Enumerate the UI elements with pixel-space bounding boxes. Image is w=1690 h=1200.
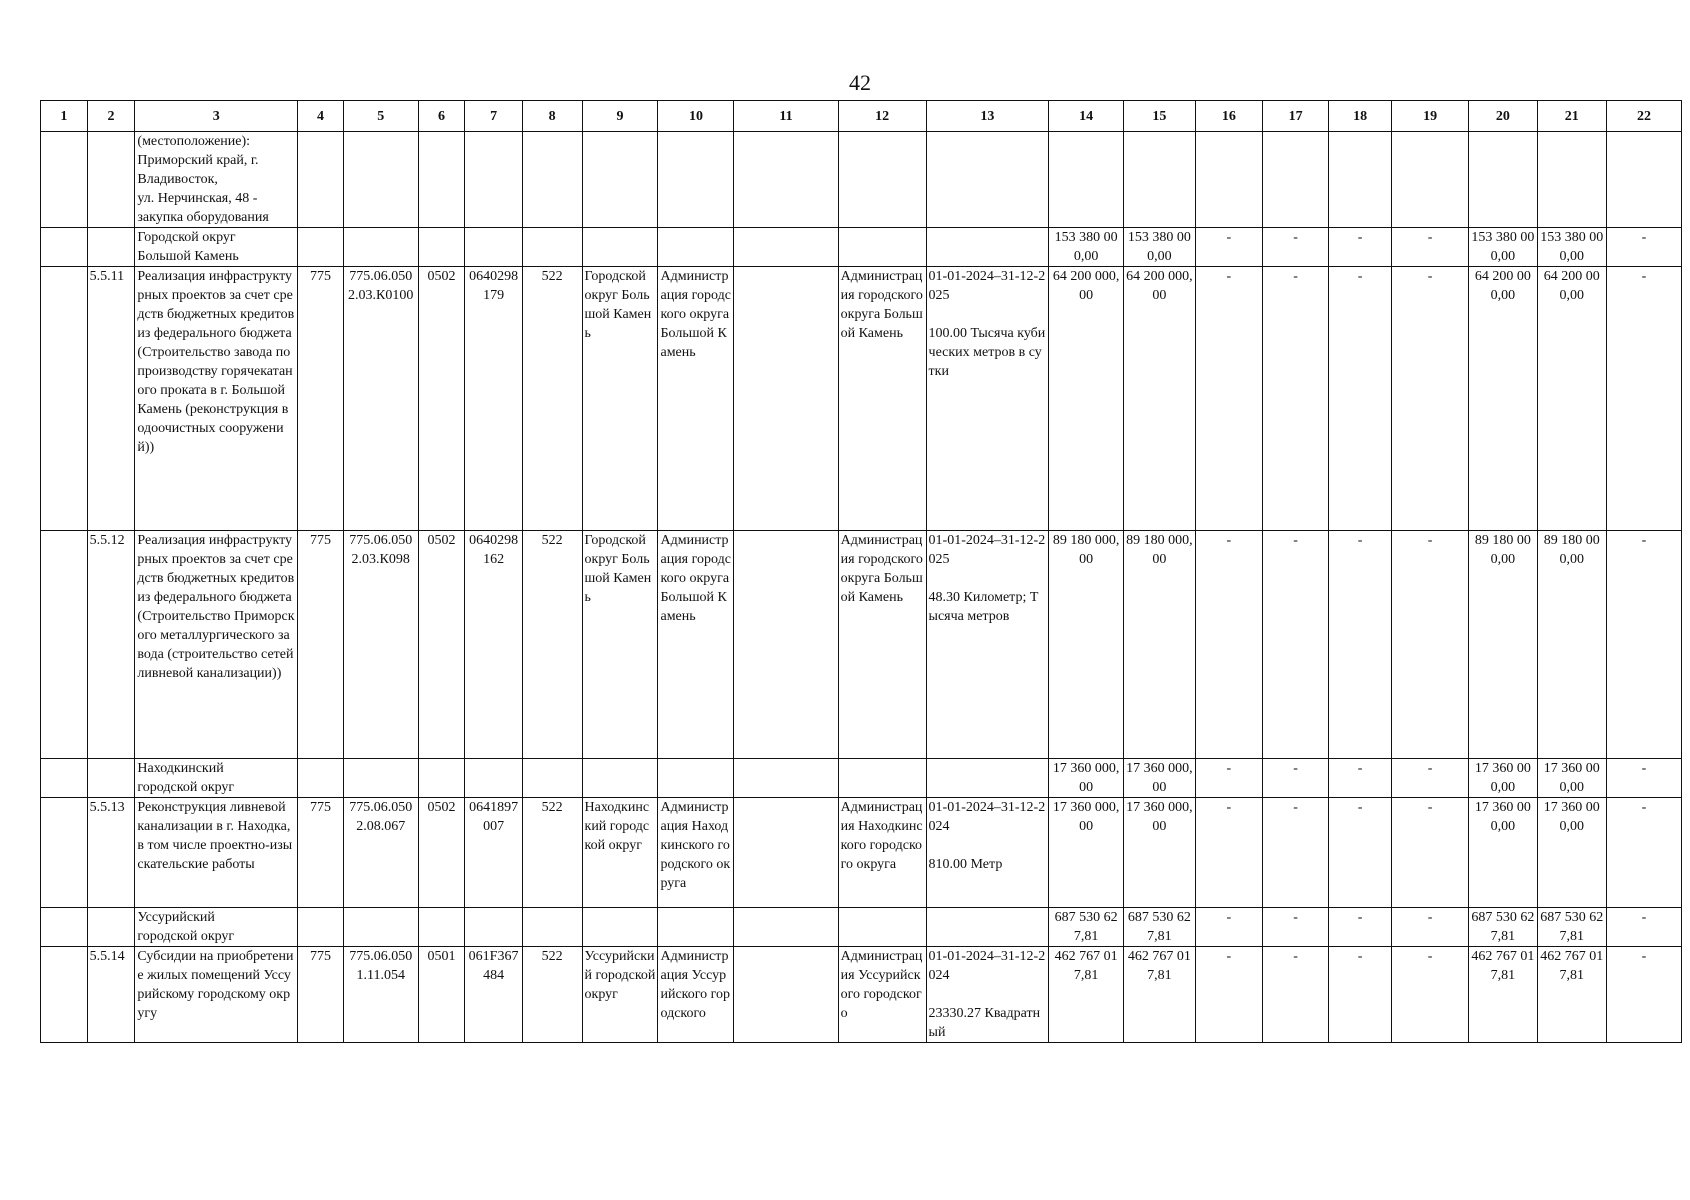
recipient-cell: Администрация городского округа Большой Камень [658,531,734,759]
municipality-cell: Уссурийский городской округ [582,947,658,1043]
section-code-cell: 0502 [418,531,465,759]
section-code-cell [418,132,465,228]
amount-cell: - [1392,267,1469,531]
amount-cell [1537,132,1606,228]
item-code-cell [87,228,135,267]
amount-cell: 462 767 017,81 [1049,947,1124,1043]
amount-cell [1262,132,1328,228]
item-code-cell: 5.5.12 [87,531,135,759]
municipality-cell [582,132,658,228]
table-row-subtotal [41,759,1682,798]
table-row-item [41,531,1682,759]
amount-cell [1606,132,1681,228]
item-code-cell: 5.5.11 [87,267,135,531]
amount-cell: 64 200 000,00 [1537,267,1606,531]
amount-cell: - [1195,759,1262,798]
expense-type-cell [522,908,582,947]
empty-cell [734,798,838,908]
amount-cell: - [1392,531,1469,759]
empty-cell [734,947,838,1043]
amount-cell: - [1606,908,1681,947]
program-code-cell: 775.06.0502.03.К0100 [343,267,418,531]
description-cell: Субсидии на приобретение жилых помещений Уссурийскому городскому округу [135,947,298,1043]
empty-cell [734,531,838,759]
amount-cell [1195,132,1262,228]
amount-cell: 64 200 000,00 [1469,267,1537,531]
program-code-cell [343,132,418,228]
empty-cell [734,759,838,798]
period-result-cell: 01-01-2024–31-12-2025 48.30 Километр; Тысяча метров [926,531,1049,759]
period-result-cell [926,228,1049,267]
amount-cell: 17 360 000,00 [1124,798,1196,908]
recipient-cell [658,228,734,267]
column-header-16: 16 [1195,101,1262,132]
amount-cell: - [1392,908,1469,947]
ministry-code-cell: 775 [298,798,344,908]
executor-cell [838,759,926,798]
column-header-15: 15 [1124,101,1196,132]
period-result-cell [926,132,1049,228]
column-header-10: 10 [658,101,734,132]
expense-type-cell [522,759,582,798]
program-code-cell [343,908,418,947]
amount-cell: - [1262,267,1328,531]
column-header-18: 18 [1329,101,1392,132]
amount-cell: 64 200 000,00 [1124,267,1196,531]
amount-cell [1469,132,1537,228]
amount-cell: 17 360 000,00 [1049,798,1124,908]
table-row-subtotal [41,908,1682,947]
amount-cell: - [1262,531,1328,759]
executor-cell [838,908,926,947]
expense-type-cell: 522 [522,267,582,531]
column-header-22: 22 [1606,101,1681,132]
amount-cell: 89 180 000,00 [1124,531,1196,759]
amount-cell: - [1392,947,1469,1043]
empty-cell [734,908,838,947]
section-code-cell: 0501 [418,947,465,1043]
description-cell: Реконструкция ливневой канализации в г. Находка, в том числе проектно-изыскательские работы [135,798,298,908]
period-result-cell: 01-01-2024–31-12-2025 100.00 Тысяча кубических метров в сутки [926,267,1049,531]
table-row-item [41,267,1682,531]
amount-cell: - [1392,228,1469,267]
amount-cell: 17 360 000,00 [1469,759,1537,798]
table-row-item [41,798,1682,908]
amount-cell: - [1606,798,1681,908]
amount-cell: 64 200 000,00 [1049,267,1124,531]
amount-cell: 153 380 000,00 [1124,228,1196,267]
description-cell: Реализация инфраструктурных проектов за счет средств бюджетных кредитов из федерального бюджета (Строительство Приморского металлургического завода (строительство сетей ливневой канализации)) [135,531,298,759]
executor-cell: Администрация Находкинского городского округа [838,798,926,908]
amount-cell [1049,132,1124,228]
empty-cell [734,267,838,531]
amount-cell: - [1329,908,1392,947]
description-cell: Реализация инфраструктурных проектов за счет средств бюджетных кредитов из федерального бюджета (Строительство завода по производству горячекатаного проката в г. Большой Камень (реконструкция водоочистных сооружений)) [135,267,298,531]
row-number-cell [41,228,88,267]
period-result-cell: 01-01-2024–31-12-2024 23330.27 Квадратный [926,947,1049,1043]
column-header-12: 12 [838,101,926,132]
row-number-cell [41,132,88,228]
amount-cell: 687 530 627,81 [1049,908,1124,947]
recipient-cell: Администрация Уссурийского городского [658,947,734,1043]
program-code-cell [343,759,418,798]
amount-cell: 687 530 627,81 [1124,908,1196,947]
section-code-cell: 0502 [418,267,465,531]
description-cell: (местоположение): Приморский край, г. Владивосток, ул. Нерчинская, 48 - закупка оборудования [135,132,298,228]
row-number-cell [41,267,88,531]
municipality-cell [582,908,658,947]
item-code-cell: 5.5.14 [87,947,135,1043]
amount-cell: - [1195,798,1262,908]
recipient-cell [658,132,734,228]
description-cell: Городской округ Большой Камень [135,228,298,267]
expense-type-cell: 522 [522,798,582,908]
ministry-code-cell: 775 [298,267,344,531]
amount-cell: - [1329,531,1392,759]
column-number-row [41,101,1682,132]
amount-cell: - [1606,947,1681,1043]
amount-cell: 153 380 000,00 [1049,228,1124,267]
executor-cell: Администрация городского округа Большой Камень [838,267,926,531]
amount-cell [1392,132,1469,228]
period-result-cell [926,759,1049,798]
table-body [41,132,1682,1043]
amount-cell: - [1329,228,1392,267]
amount-cell [1329,132,1392,228]
column-header-21: 21 [1537,101,1606,132]
target-article-cell [465,759,523,798]
target-article-cell: 061F367484 [465,947,523,1043]
amount-cell: - [1392,798,1469,908]
amount-cell: - [1195,228,1262,267]
target-article-cell [465,228,523,267]
column-header-17: 17 [1262,101,1328,132]
column-header-4: 4 [298,101,344,132]
amount-cell: - [1329,267,1392,531]
description-cell: Находкинский городской округ [135,759,298,798]
program-code-cell: 775.06.0501.11.054 [343,947,418,1043]
amount-cell: - [1606,759,1681,798]
amount-cell: - [1195,267,1262,531]
item-code-cell [87,132,135,228]
column-header-11: 11 [734,101,838,132]
ministry-code-cell [298,132,344,228]
amount-cell: - [1606,531,1681,759]
amount-cell: - [1329,759,1392,798]
column-header-6: 6 [418,101,465,132]
amount-cell: 17 360 000,00 [1537,759,1606,798]
amount-cell: 687 530 627,81 [1469,908,1537,947]
executor-cell: Администрация Уссурийского городского [838,947,926,1043]
table-row-item [41,947,1682,1043]
amount-cell: 687 530 627,81 [1537,908,1606,947]
amount-cell: 153 380 000,00 [1469,228,1537,267]
period-result-cell: 01-01-2024–31-12-2024 810.00 Метр [926,798,1049,908]
row-number-cell [41,531,88,759]
expense-type-cell [522,228,582,267]
executor-cell [838,228,926,267]
recipient-cell: Администрация городского округа Большой Камень [658,267,734,531]
budget-table [40,100,1682,1043]
amount-cell: - [1262,798,1328,908]
section-code-cell: 0502 [418,798,465,908]
municipality-cell [582,759,658,798]
executor-cell [838,132,926,228]
section-code-cell [418,228,465,267]
ministry-code-cell [298,759,344,798]
municipality-cell [582,228,658,267]
amount-cell: 462 767 017,81 [1124,947,1196,1043]
amount-cell: 89 180 000,00 [1537,531,1606,759]
column-header-14: 14 [1049,101,1124,132]
municipality-cell: Городской округ Большой Камень [582,531,658,759]
column-header-20: 20 [1469,101,1537,132]
municipality-cell: Городской округ Большой Камень [582,267,658,531]
amount-cell: 89 180 000,00 [1469,531,1537,759]
amount-cell: 17 360 000,00 [1537,798,1606,908]
column-header-19: 19 [1392,101,1469,132]
column-header-8: 8 [522,101,582,132]
column-header-2: 2 [87,101,135,132]
item-code-cell [87,759,135,798]
table-row-subtotal [41,228,1682,267]
program-code-cell: 775.06.0502.08.067 [343,798,418,908]
expense-type-cell: 522 [522,531,582,759]
recipient-cell: Администрация Находкинского городского округа [658,798,734,908]
section-code-cell [418,908,465,947]
column-header-7: 7 [465,101,523,132]
expense-type-cell [522,132,582,228]
amount-cell: - [1329,947,1392,1043]
column-header-9: 9 [582,101,658,132]
empty-cell [734,132,838,228]
ministry-code-cell [298,908,344,947]
amount-cell: - [1262,759,1328,798]
target-article-cell: 0640298162 [465,531,523,759]
row-number-cell [41,759,88,798]
column-header-13: 13 [926,101,1049,132]
target-article-cell [465,908,523,947]
ministry-code-cell: 775 [298,531,344,759]
row-number-cell [41,908,88,947]
page-number: 42 [849,70,871,95]
target-article-cell [465,132,523,228]
target-article-cell: 0640298179 [465,267,523,531]
amount-cell: 462 767 017,81 [1537,947,1606,1043]
ministry-code-cell [298,228,344,267]
amount-cell: - [1262,228,1328,267]
program-code-cell: 775.06.0502.03.К098 [343,531,418,759]
row-number-cell [41,798,88,908]
item-code-cell: 5.5.13 [87,798,135,908]
amount-cell: 462 767 017,81 [1469,947,1537,1043]
empty-cell [734,228,838,267]
amount-cell [1124,132,1196,228]
period-result-cell [926,908,1049,947]
program-code-cell [343,228,418,267]
amount-cell: - [1195,947,1262,1043]
expense-type-cell: 522 [522,947,582,1043]
column-header-5: 5 [343,101,418,132]
amount-cell: - [1606,267,1681,531]
amount-cell: 89 180 000,00 [1049,531,1124,759]
item-code-cell [87,908,135,947]
amount-cell: 17 360 000,00 [1124,759,1196,798]
amount-cell: 153 380 000,00 [1537,228,1606,267]
amount-cell: 17 360 000,00 [1049,759,1124,798]
amount-cell: - [1606,228,1681,267]
column-header-3: 3 [135,101,298,132]
amount-cell: - [1392,759,1469,798]
ministry-code-cell: 775 [298,947,344,1043]
amount-cell: - [1262,908,1328,947]
amount-cell: - [1195,908,1262,947]
description-cell: Уссурийский городской округ [135,908,298,947]
column-header-1: 1 [41,101,88,132]
recipient-cell [658,759,734,798]
amount-cell: - [1262,947,1328,1043]
executor-cell: Администрация городского округа Большой Камень [838,531,926,759]
row-number-cell [41,947,88,1043]
target-article-cell: 0641897007 [465,798,523,908]
municipality-cell: Находкинский городской округ [582,798,658,908]
section-code-cell [418,759,465,798]
amount-cell: - [1195,531,1262,759]
table-row-continuation [41,132,1682,228]
recipient-cell [658,908,734,947]
amount-cell: 17 360 000,00 [1469,798,1537,908]
amount-cell: - [1329,798,1392,908]
